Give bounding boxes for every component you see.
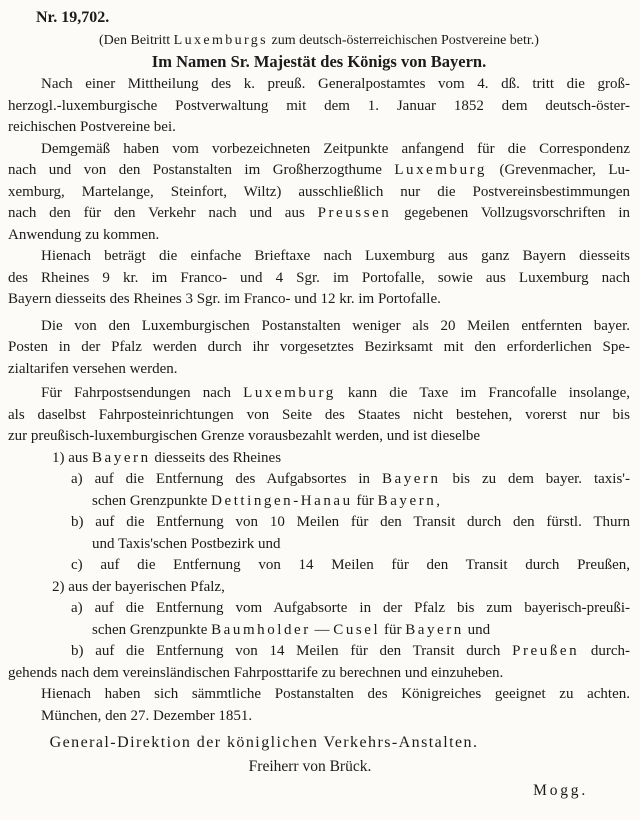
document-body — [8, 74, 630, 727]
text-segment: diesseits des Rheines — [150, 449, 282, 466]
letterspaced-text: Luxemburg — [243, 385, 336, 401]
text-segment: München, den 27. Dezember 1851. — [41, 707, 253, 724]
text-segment: herzogl.-luxemburgische Postverwaltung mit dem 1. Januar 1852 dem deutsch-öster- — [8, 97, 630, 114]
text-segment: 1) aus — [52, 449, 92, 466]
text-segment: und — [463, 621, 491, 638]
subject-line — [8, 31, 630, 51]
letterspaced-text: Luxemburg — [394, 162, 487, 178]
text-segment: als daselbst Fahrposteinrichtungen von Seite des Staates nicht bestehen, vorerst nur bis — [8, 406, 630, 423]
text-segment: nach den für den Verkehr nach und aus — [8, 205, 318, 221]
text-segment: Bayern diesseits des Rheines 3 Sgr. im Franco- und 12 kr. im Portofalle. — [8, 291, 441, 307]
text-segment: gehends nach dem vereinsländischen Fahrposttarife zu berechnen und einzuheben. — [8, 664, 504, 681]
document-line — [8, 182, 630, 204]
document-line — [8, 555, 630, 577]
letterspaced-text: Baumholder — [211, 621, 311, 638]
letterspaced-text: Bayern — [381, 471, 441, 487]
document-line — [8, 117, 630, 139]
text-segment: nach und von den Postanstalten im Großherzogthume — [8, 162, 395, 178]
document-line — [8, 405, 630, 427]
document-line — [8, 225, 630, 247]
text-segment: bis zu dem bayer. taxis'- — [440, 471, 630, 487]
text-segment: schen Grenzpunkte — [92, 492, 212, 509]
document-line — [8, 383, 630, 405]
signature-office: General-Direktion der königlichen Verkehrs-Anstalten. — [49, 734, 479, 751]
text-segment: Hienach haben sich sämmtliche Postanstalten des Königreiches geeignet zu achten. — [41, 686, 630, 702]
document-number: Nr. 19,702. — [36, 9, 110, 26]
text-segment: durch- — [579, 643, 630, 659]
document-line — [8, 577, 630, 599]
letterspaced-text: Preussen — [317, 205, 392, 221]
document-line — [8, 598, 630, 620]
document-line — [8, 268, 630, 290]
text-segment: — — [310, 621, 334, 638]
text-segment: gegebenen Vollzugsvorschriften in — [391, 205, 630, 221]
signature-name: Freiherr von Brück. — [248, 758, 372, 775]
text-segment: , — [436, 492, 441, 509]
document-line — [8, 74, 630, 96]
letterspaced-text: Cusel — [333, 621, 381, 638]
document-title: Im Namen Sr. Majestät des Königs von Bayern. — [151, 52, 487, 71]
document-line — [8, 512, 630, 534]
text-segment: für — [380, 621, 406, 638]
document-line — [8, 534, 630, 556]
document-line — [8, 469, 630, 491]
document-line — [8, 96, 630, 118]
letterspaced-text: Bayern — [405, 621, 464, 638]
text-segment: kann die Taxe im Francofalle insolange, — [335, 385, 630, 401]
document-line — [8, 641, 630, 663]
text-segment: Anwendung zu kommen. — [8, 226, 160, 243]
letterspaced-text: Luxemburgs — [173, 33, 268, 48]
text-segment: Für Fahrpostsendungen nach — [41, 385, 244, 401]
text-segment: Hienach beträgt die einfache Brieftaxe nach Luxemburg aus ganz Bayern diesseits — [41, 248, 630, 264]
document-line — [8, 448, 630, 470]
text-segment: für — [352, 492, 378, 509]
document-line — [8, 663, 630, 685]
text-segment: Nach einer Mittheilung des k. preuß. Generalpostamtes vom 4. dß. tritt die groß- — [41, 76, 630, 92]
text-segment: c) auf die Entfernung von 14 Meilen für den Transit durch Preußen, — [71, 557, 630, 573]
text-segment: a) auf die Entfernung vom Aufgabsorte in der Pfalz bis zum bayerisch-preußi- — [71, 600, 630, 616]
text-segment: Demgemäß haben vom vorbezeichneten Zeitpunkte anfangend für die Correspondenz — [41, 140, 630, 157]
text-segment: schen Grenzpunkte — [92, 621, 212, 638]
document-line — [8, 203, 630, 225]
document-line — [8, 620, 630, 642]
document-line — [8, 246, 630, 268]
text-segment: (Grevenmacher, Lu- — [486, 162, 630, 178]
document-line — [8, 426, 630, 448]
text-segment: 2) aus der bayerischen Pfalz, — [52, 578, 225, 595]
document-line — [8, 337, 630, 359]
text-segment: Posten in der Pfalz werden durch ihr vorgesetztes Bezirksamt mit den erforderlichen Spe- — [8, 339, 630, 355]
text-segment: zum deutsch-österreichischen Postvereine betr.) — [268, 33, 539, 48]
text-segment: zialtarifen versehen werden. — [8, 360, 178, 377]
document-line — [8, 706, 630, 728]
text-segment: Die von den Luxemburgischen Postanstalten weniger als 20 Meilen entfernten bayer. — [41, 317, 630, 334]
text-segment: xemburg, Martelange, Steinfort, Wiltz) ausschließlich nur die Postvereinsbestimmungen — [8, 183, 630, 200]
document-line — [8, 359, 630, 381]
text-segment: a) auf die Entfernung des Aufgabsortes in — [71, 471, 382, 487]
countersignature: Mogg. — [533, 782, 588, 799]
text-segment: und Taxis'schen Postbezirk und — [92, 535, 281, 552]
document-line — [8, 684, 630, 706]
text-segment: reichischen Postvereine bei. — [8, 119, 176, 135]
text-segment: zur preußisch-luxemburgischen Grenze vorausbezahlt werden, und ist dieselbe — [8, 428, 481, 444]
document-line — [8, 316, 630, 338]
text-segment: b) auf die Entfernung von 10 Meilen für den Transit durch den fürstl. Thurn — [71, 514, 630, 530]
text-segment: (Den Beitritt — [99, 33, 174, 48]
letterspaced-text: Bayern — [92, 449, 151, 466]
text-segment: des Rheines 9 kr. im Franco- und 4 Sgr. im Portofalle, sowie aus Luxemburg nach — [8, 269, 630, 286]
document-line — [8, 139, 630, 161]
text-segment: b) auf die Entfernung von 14 Meilen für den Transit durch — [71, 643, 513, 659]
document-line — [8, 491, 630, 513]
letterspaced-text: Preußen — [512, 643, 580, 659]
document-line — [8, 160, 630, 182]
letterspaced-text: Bayern — [377, 492, 437, 509]
letterspaced-text: Dettingen-Hanau — [211, 492, 353, 509]
document-line — [8, 289, 630, 311]
